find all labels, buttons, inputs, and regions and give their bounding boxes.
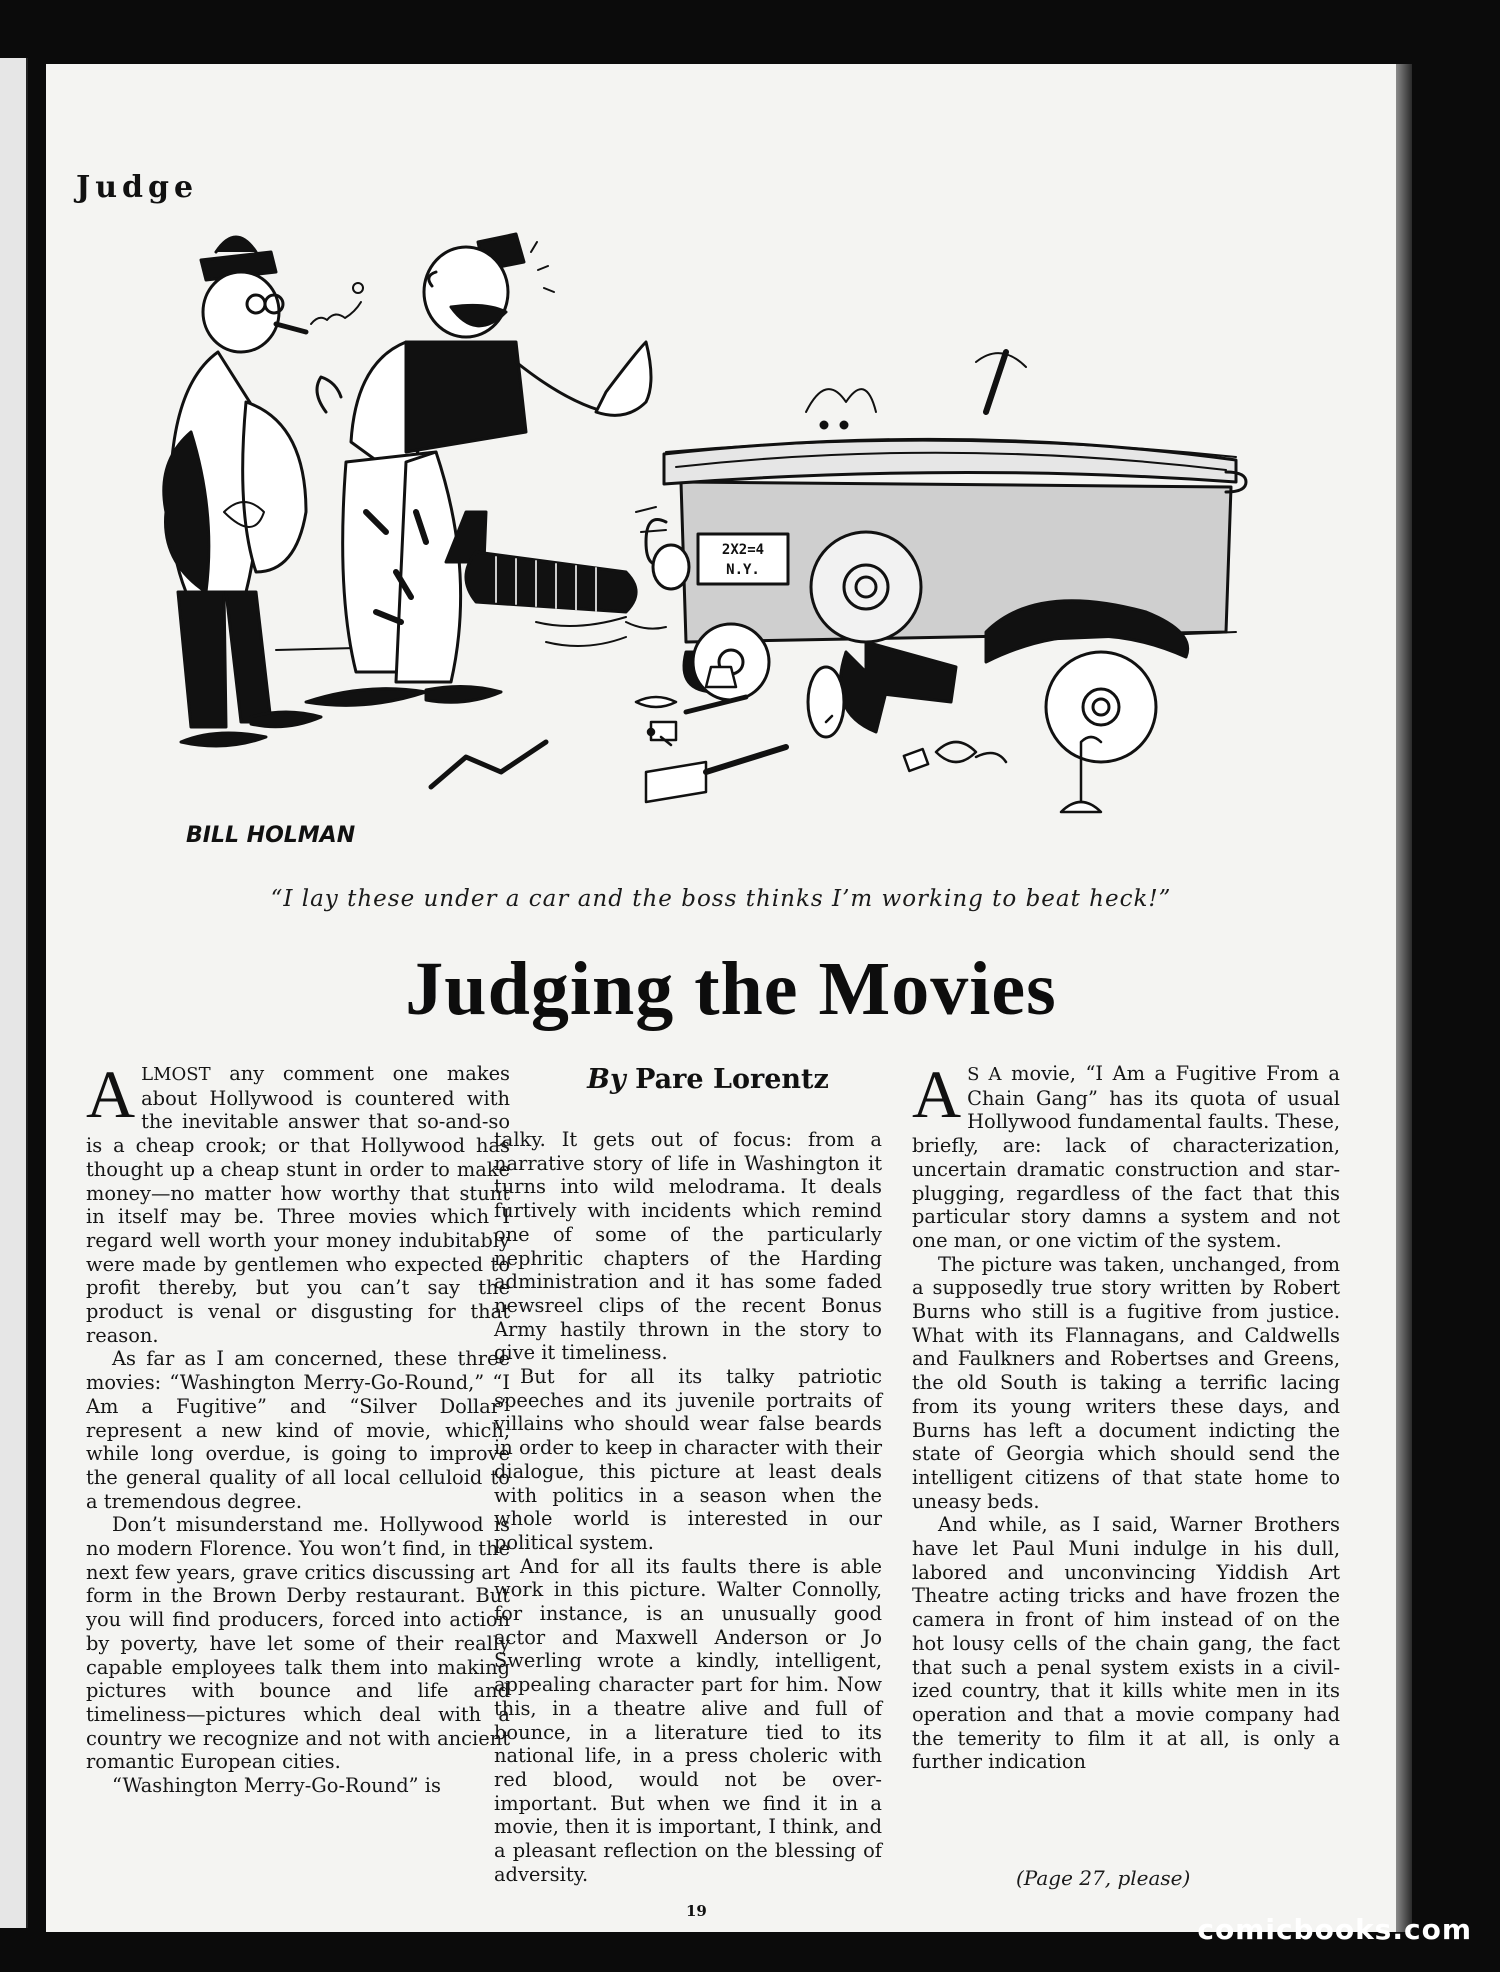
lead-smallcaps: S A	[967, 1064, 1002, 1085]
paragraph-text: any comment one makes about Hollywood is countered with the inevitable answer that so-and-so is a cheap crook; or that Hollywood has thought up a cheap stunt in order to make money—no matter how worthy that stunt in itself may be. Three movies which I regard well worth your money indubitably were made by gentlemen who expected to profit thereby, but you can’t say the product is venal or disgusting for that reason.	[86, 1062, 510, 1347]
drop-cap: A	[912, 1056, 962, 1132]
cartoon-illustration	[106, 212, 1296, 872]
article-headline: Judging the Movies	[405, 947, 1057, 1031]
artist-signature: BILL HOLMAN	[186, 823, 356, 848]
adjacent-page-edge	[0, 58, 28, 1928]
paragraph: “Washington Merry-Go-Round” is	[112, 1774, 441, 1798]
byline-prefix: By	[587, 1064, 626, 1095]
byline	[558, 1064, 858, 1095]
continued-note: (Page 27, please)	[1016, 1866, 1191, 1890]
boss-figure	[164, 237, 363, 746]
watermark-text: comicbooks.com	[1197, 1913, 1472, 1946]
article-column-3	[912, 1056, 1340, 1774]
license-plate-top: 2X2=4	[721, 542, 765, 558]
paragraph: And while, as I said, Warner Brothers have let Paul Muni indulge in his dull, labored and unconvincing Yiddish Art Theatre acting tricks and have frozen the camera in front of him instead of on the hot lousy cells of the chain gang, the fact that such a penal system exists in a civilized country, that it kills white men in its operation and that a movie company had the temerity to film it at all, is only a further indication	[912, 1513, 1340, 1774]
paragraph: As far as I am concerned, these three movies: “Washington Merry-Go-Round,” “I Am a Fugitive” and “Silver Dollar” represent a new kind of movie, which, while long overdue, is going to improve the general quality of all local celluloid to a tremendous degree.	[86, 1347, 510, 1513]
scattered-tools	[431, 667, 1101, 812]
paragraph	[86, 1056, 510, 1347]
magazine-page	[46, 64, 1396, 1932]
mechanic-figure	[306, 234, 651, 705]
page-number: 19	[686, 1902, 707, 1920]
license-plate-bottom: N.Y.	[726, 562, 760, 578]
paragraph: And for all its faults there is able work in this picture. Walter Connolly, for instance, is an unusually good actor and Maxwell Anderson or Jo Swerling wrote a kindly, intelligent, appealing character part for him. Now this, in a theatre alive and full of bounce, in a literature tied to its national life, in a press choleric with red blood, would not be over-important. But when we find it in a movie, then it is important, I think, and a pleasant reflection on the blessing of adversity.	[494, 1554, 882, 1886]
section-label: Judge	[76, 170, 199, 205]
paragraph: The picture was taken, unchanged, from a supposedly true story written by Robert Burns who still is a fugitive from justice. What with its Flannagans, and Caldwells and Faulkners and Robertses and Greens, the old South is taking a terrific lacing from its young writers these days, and Burns has left a document indicting the state of Georgia which should send the intelligent citizens of that state home to uneasy beds.	[912, 1252, 1340, 1513]
lead-smallcaps: LMOST	[141, 1064, 211, 1085]
article-column-2	[494, 1128, 882, 1887]
paragraph	[912, 1056, 1340, 1253]
drop-cap: A	[86, 1056, 136, 1132]
page-binding-shadow	[1396, 64, 1412, 1932]
paragraph-text: movie, “I Am a Fugitive From a Chain Gang” has its quota of usual Hollywood fundamental faults. These, briefly, are: lack of characterization, uncertain dramatic construction and star-plugging, regardless of the fact that this particular story damns a system and not one man, or one victim of the system.	[912, 1062, 1340, 1252]
article-column-1	[86, 1056, 510, 1798]
byline-author: Pare Lorentz	[635, 1064, 829, 1095]
cartoon-caption: “I lay these under a car and the boss thinks I’m working to beat heck!”	[270, 886, 1172, 912]
paragraph: talky. It gets out of focus: from a narrative story of life in Washington it turns into wild melodrama. It deals furtively with incidents which remind one of some of the particularly nephritic chapters of the Harding administration and it has some faded newsreel clips of the recent Bonus Army hastily thrown in the story to give it timeliness.	[494, 1128, 882, 1365]
paragraph: Don’t misunderstand me. Hollywood is no modern Florence. You won’t find, in the next few years, grave critics discussing art form in the Brown Derby restaurant. But you will find producers, forced into action by poverty, have let some of their really capable employees talk them into making pictures with bounce and life and timeliness—pictures which deal with a country we recognize and not with ancient romantic European cities.	[86, 1513, 510, 1774]
paragraph: But for all its talky patriotic speeches and its juvenile portraits of villains who should wear false beards in order to keep in character with their dialogue, this picture at least deals with politics in a season when the whole world is interested in our political system.	[494, 1365, 882, 1554]
